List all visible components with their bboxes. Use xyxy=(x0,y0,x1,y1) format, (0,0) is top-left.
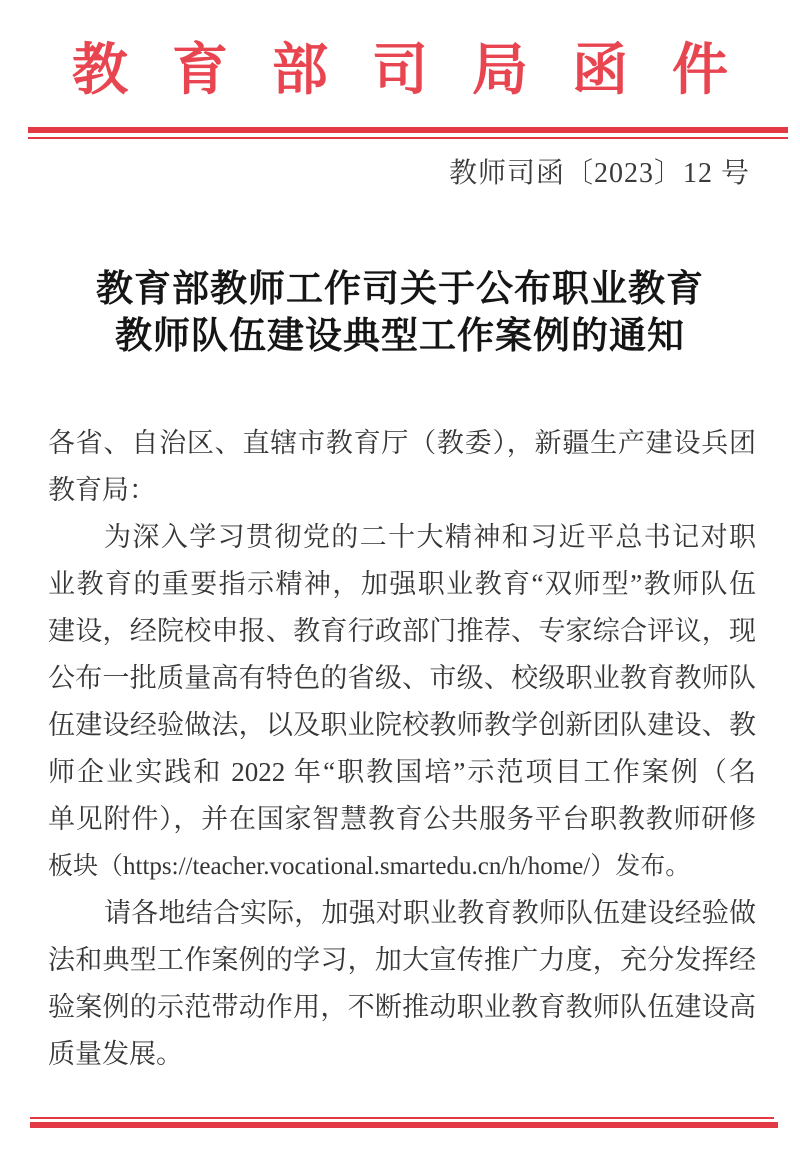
body-line: 请各地结合实际，加强对职业教育教师队伍建设经验做 xyxy=(104,898,756,928)
document-number: 教师司函〔2023〕12 号 xyxy=(448,158,750,189)
body-line: 建设，经院校申报、教育行政部门推荐、专家综合评议，现 xyxy=(48,616,756,646)
footer-rule-thick xyxy=(30,1122,778,1128)
banner-title: 教育部司局函件 xyxy=(72,40,772,102)
body-line: 公布一批质量高有特色的省级、市级、校级职业教育教师队 xyxy=(48,663,756,693)
body-line: 法和典型工作案例的学习，加大宣传推广力度，充分发挥经 xyxy=(48,945,756,975)
notice-title-line-1: 教育部教师工作司关于公布职业教育 xyxy=(96,269,704,310)
body-line: 各省、自治区、直辖市教育厅（教委），新疆生产建设兵团 xyxy=(48,428,756,458)
body-line: 验案例的示范带动作用，不断推动职业教育教师队伍建设高 xyxy=(48,992,756,1022)
notice-title xyxy=(0,266,800,360)
body-line: 业教育的重要指示精神，加强职业教育“双师型”教师队伍 xyxy=(48,569,756,599)
body-line: 质量发展。 xyxy=(48,1039,183,1069)
body-line: 为深入学习贯彻党的二十大精神和习近平总书记对职 xyxy=(104,522,756,552)
header-rule-thick xyxy=(28,127,788,133)
body-line-url: 板块（https://teacher.vocational.smartedu.cn/h/home/）发布。 xyxy=(48,853,691,880)
notice-body xyxy=(48,420,756,1078)
body-line: 师企业实践和 2022 年“职教国培”示范项目工作案例（名 xyxy=(48,757,756,787)
header-rule-thin xyxy=(28,137,788,139)
notice-title-line-2: 教师队伍建设典型工作案例的通知 xyxy=(115,316,685,357)
footer-rule-thin xyxy=(30,1117,774,1119)
body-line: 单见附件），并在国家智慧教育公共服务平台职教教师研修 xyxy=(48,804,756,834)
body-line: 教育局： xyxy=(48,475,156,505)
body-line: 伍建设经验做法，以及职业院校教师教学创新团队建设、教 xyxy=(48,710,756,740)
